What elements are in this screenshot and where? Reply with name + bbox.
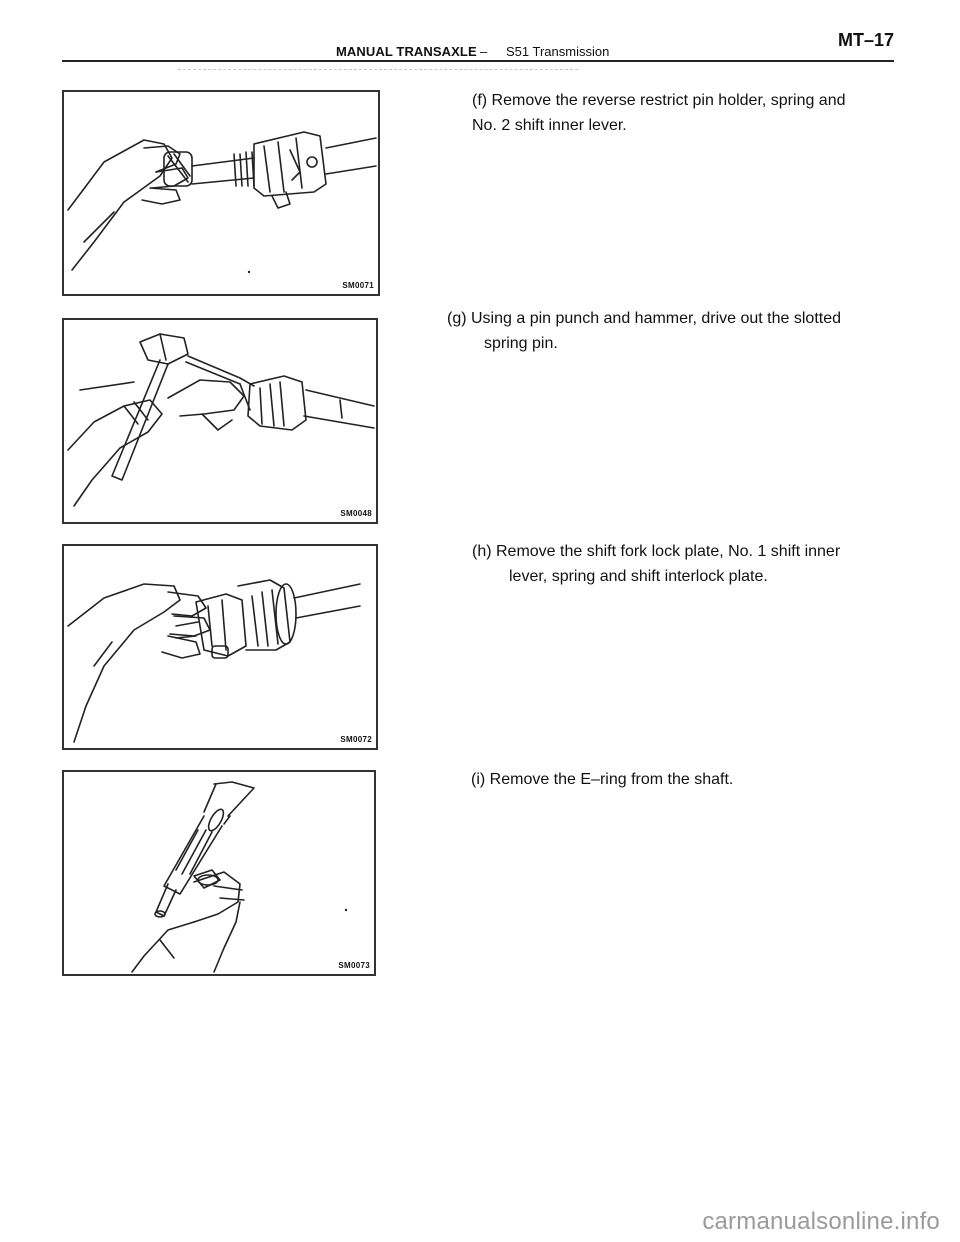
figure-sm0072 (62, 544, 378, 750)
figure-code: SM0071 (342, 281, 374, 290)
step-text-line2: lever, spring and shift interlock plate. (509, 568, 768, 585)
hand-removing-pin-holder-illustration (64, 92, 378, 294)
figure-sm0073 (62, 770, 376, 976)
page-number: MT–17 (837, 30, 894, 50)
step-text-line2: spring pin. (484, 335, 558, 352)
step-text-line2: No. 2 shift inner lever. (472, 117, 627, 134)
faint-divider (178, 69, 578, 71)
header-section-title: MANUAL TRANSAXLE (336, 44, 477, 59)
watermark: carmanualsonline.info (702, 1208, 940, 1235)
pin-punch-and-hammer-illustration (64, 320, 376, 522)
hand-removing-e-ring-illustration (64, 772, 374, 974)
step-text-line1: (g) Using a pin punch and hammer, drive out the slotted (447, 310, 841, 327)
step-h (472, 539, 840, 589)
header-separator: – (480, 44, 488, 59)
page-header (62, 24, 894, 62)
step-i (471, 767, 733, 792)
header-rule (62, 60, 894, 62)
figure-sm0071 (62, 90, 380, 296)
header-subsection-title: S51 Transmission (506, 44, 610, 59)
figure-code: SM0072 (340, 735, 372, 744)
hand-removing-lock-plate-illustration (64, 546, 376, 748)
step-text-line1: (h) Remove the shift fork lock plate, No. 1 shift inner (472, 543, 841, 560)
step-f (472, 88, 846, 138)
step-g (447, 306, 841, 356)
figure-code: SM0048 (340, 509, 372, 518)
figure-sm0048 (62, 318, 378, 524)
step-text-line1: (f) Remove the reverse restrict pin holder, spring and (472, 92, 846, 109)
figure-code: SM0073 (338, 961, 370, 970)
step-text-line1: (i) Remove the E–ring from the shaft. (471, 771, 734, 788)
